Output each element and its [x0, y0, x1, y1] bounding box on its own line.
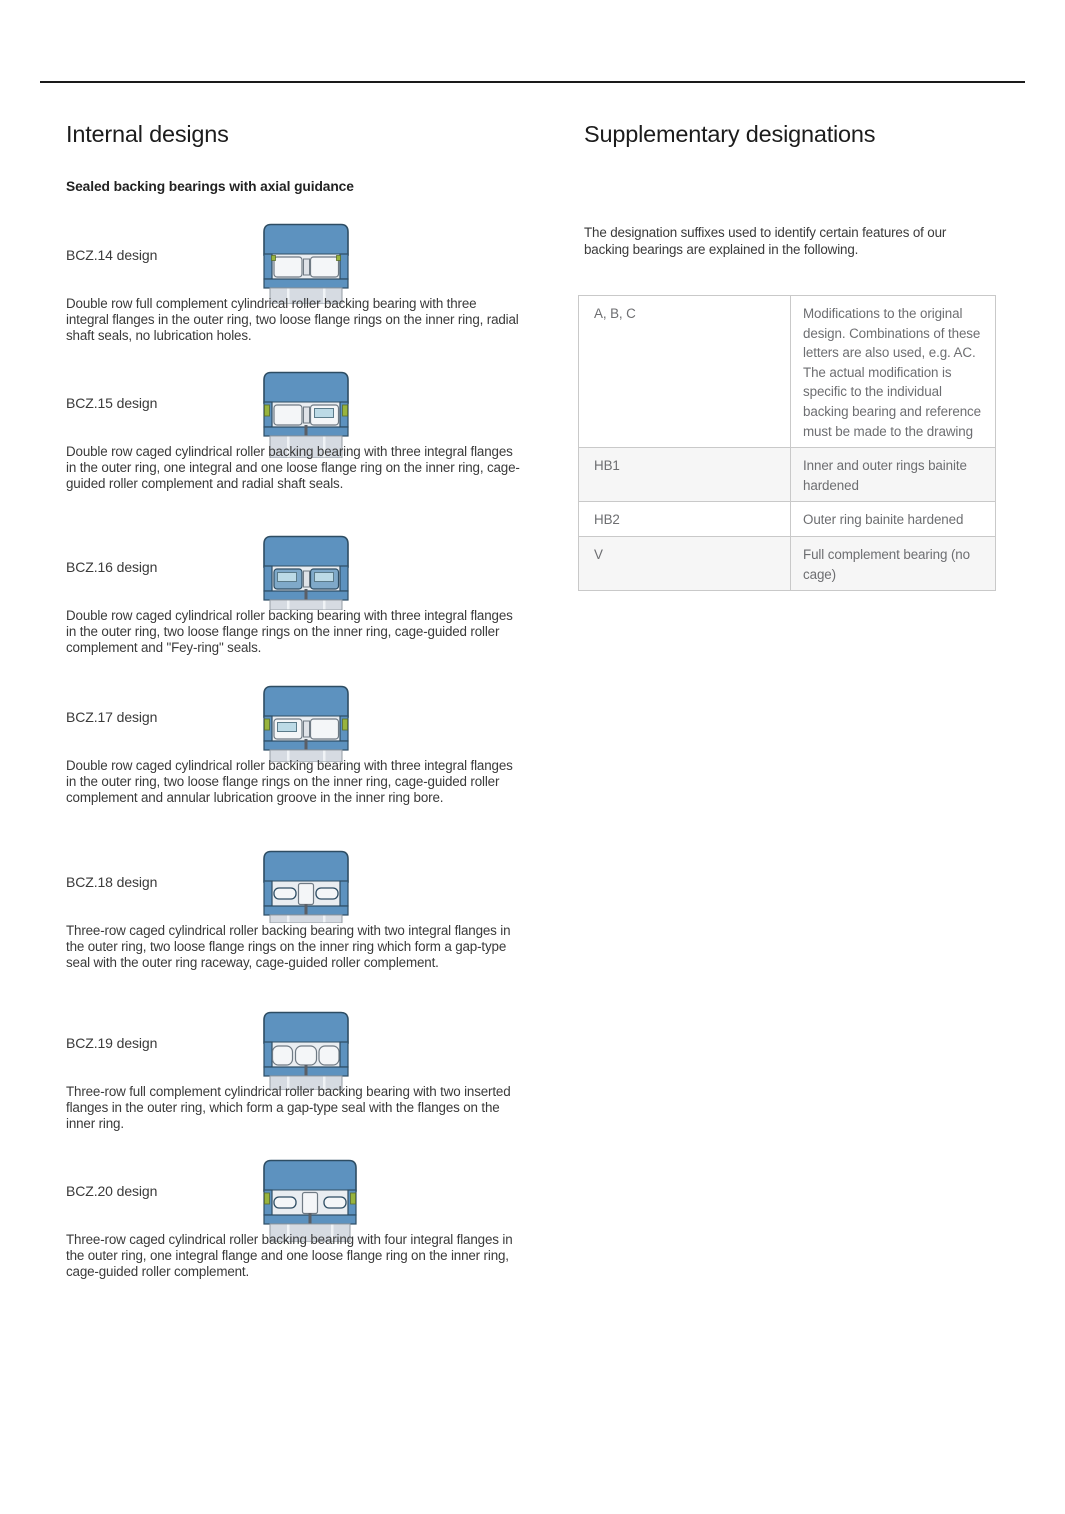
design-label: BCZ.16 design	[66, 559, 158, 575]
design-description: Double row caged cylindrical roller backing bearing with three integral flanges in the outer ring, two loose flange rings on the inner ring, cage-guided roller complement and "Fey-ring" seals.	[66, 608, 513, 656]
suffix-table-row	[579, 536, 996, 590]
bearing-cross-section-illustration-two-row-plain	[262, 222, 350, 304]
supplementary-designations-title: Supplementary designations	[584, 121, 876, 147]
design-label: BCZ.14 design	[66, 247, 158, 263]
bearing-cross-section-illustration-three-row-round	[262, 1010, 350, 1090]
design-description: Three-row caged cylindrical roller backing bearing with four integral flanges in the outer ring, one integral flange and one loose flange ring on the inner ring, cage-guided roller complement.	[66, 1232, 513, 1280]
top-rule	[40, 81, 1025, 83]
design-description: Double row caged cylindrical roller backing bearing with three integral flanges in the outer ring, one integral and one loose flange ring on the inner ring, cage-guided roller complement and radial shaft seals.	[66, 444, 520, 492]
suffix-cell: A, B, C	[579, 296, 791, 448]
meaning-cell: Full complement bearing (no cage)	[791, 536, 996, 590]
sealed-backing-bearings-subtitle: Sealed backing bearings with axial guidance	[66, 179, 354, 194]
suffix-table-row	[579, 296, 996, 448]
design-label: BCZ.18 design	[66, 874, 158, 890]
design-label: BCZ.20 design	[66, 1183, 158, 1199]
design-label: BCZ.17 design	[66, 709, 158, 725]
design-description: Three-row full complement cylindrical roller backing bearing with two inserted flanges in the outer ring, which form a gap-type seal with the flanges on the inner ring.	[66, 1084, 511, 1132]
bearing-cross-section-illustration-two-row-cage-both	[262, 534, 350, 610]
suffix-table-row	[579, 448, 996, 502]
design-description: Double row full complement cylindrical roller backing bearing with three integral flanges in the outer ring, two loose flange rings on the inner ring, radial shaft seals, no lubrication holes.	[66, 296, 519, 344]
meaning-cell: Outer ring bainite hardened	[791, 502, 996, 537]
bearing-cross-section-illustration-three-row-flat-seals	[262, 1158, 358, 1242]
design-description: Double row caged cylindrical roller backing bearing with three integral flanges in the outer ring, two loose flange rings on the inner ring, cage-guided roller complement and annular lubrication groove in the inner ring bore.	[66, 758, 513, 806]
suffix-table-row	[579, 502, 996, 537]
suffix-intro-text: The designation suffixes used to identify certain features of our backing bearings are explained in the following.	[584, 225, 947, 258]
design-label: BCZ.15 design	[66, 395, 158, 411]
meaning-cell: Modifications to the original design. Combinations of these letters are also used, e.g. AC. The actual modification is specific to the individual backing bearing and reference must be made to the drawing	[791, 296, 996, 448]
meaning-cell: Inner and outer rings bainite hardened	[791, 448, 996, 502]
suffix-cell: V	[579, 536, 791, 590]
design-label: BCZ.19 design	[66, 1035, 158, 1051]
bearing-cross-section-illustration-three-row-flat	[262, 849, 350, 923]
suffix-cell: HB1	[579, 448, 791, 502]
bearing-cross-section-illustration-two-row-cage-left	[262, 684, 350, 762]
internal-designs-title: Internal designs	[66, 121, 229, 147]
design-description: Three-row caged cylindrical roller backing bearing with two integral flanges in the outer ring, two loose flange rings on the inner ring which form a gap-type seal with the outer ring raceway, cage-guided roller complement.	[66, 923, 511, 971]
suffix-cell: HB2	[579, 502, 791, 537]
suffix-table	[578, 295, 996, 591]
